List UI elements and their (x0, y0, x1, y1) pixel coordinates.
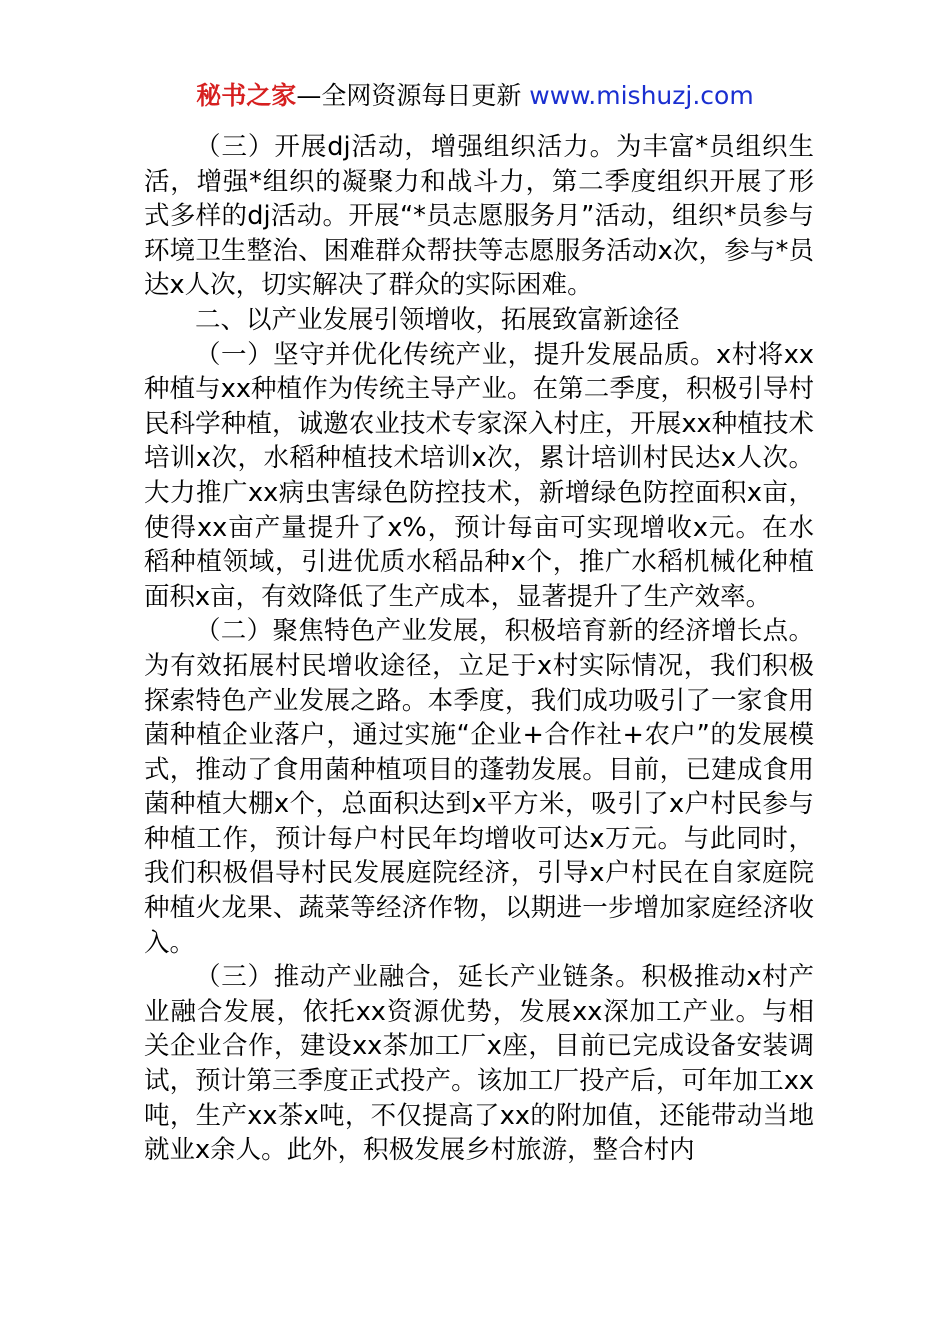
paragraph-traditional-industry: （一）坚守并优化传统产业，提升发展品质。x村将xx种植与xx种植作为传统主导产业。在第二季度，积极引导村民科学种植，诚邀农业技术专家深入村庄，开展xx种植技术培训x次，水稻种植技术培训x次，累计培训村民达x人次。大力推广xx病虫害绿色防控技术，新增绿色防控面积x亩，使得xx亩产量提升了x%，预计每亩可实现增收x元。在水稻种植领域，引进优质水稻品种x个，推广水稻机械化种植面积x亩，有效降低了生产成本，显著提升了生产效率。 (144, 339, 814, 612)
section-heading-industry: 二、以产业发展引领增收，拓展致富新途径 (195, 304, 680, 335)
site-header (0, 78, 950, 114)
paragraph-industry-integration: （三）推动产业融合，延长产业链条。积极推动x村产业融合发展，依托xx资源优势，发展xx深加工产业。与相关企业合作，建设xx茶加工厂x座，目前已完成设备安装调试，预计第三季度正式投产。该加工厂投产后，可年加工xx吨，生产xx茶x吨，不仅提高了xx的附加值，还能带动当地就业x余人。此外，积极发展乡村旅游，整合村内 (144, 962, 814, 1166)
site-tagline: —全网资源每日更新 (296, 81, 530, 110)
site-url[interactable]: www.mishuzj.com (529, 81, 754, 110)
document-body (144, 130, 814, 1168)
site-brand: 秘书之家 (196, 81, 297, 110)
paragraph-party-activities: （三）开展dj活动，增强组织活力。为丰富*员组织生活，增强*组织的凝聚力和战斗力，第二季度组织开展了形式多样的dj活动。开展“*员志愿服务月”活动，组织*员参与环境卫生整治、困难群众帮扶等志愿服务活动x次，参与*员达x人次，切实解决了群众的实际困难。 (144, 132, 814, 301)
paragraph-special-industry: （二）聚焦特色产业发展，积极培育新的经济增长点。为有效拓展村民增收途径，立足于x村实际情况，我们积极探索特色产业发展之路。本季度，我们成功吸引了一家食用菌种植企业落户，通过实施“企业+合作社+农户”的发展模式，推动了食用菌种植项目的蓬勃发展。目前，已建成食用菌种植大棚x个，总面积达到x平方米，吸引了x户村民参与种植工作，预计每户村民年均增收可达x万元。与此同时，我们积极倡导村民发展庭院经济，引导x户村民在自家庭院种植火龙果、蔬菜等经济作物，以期进一步增加家庭经济收入。 (144, 616, 814, 958)
